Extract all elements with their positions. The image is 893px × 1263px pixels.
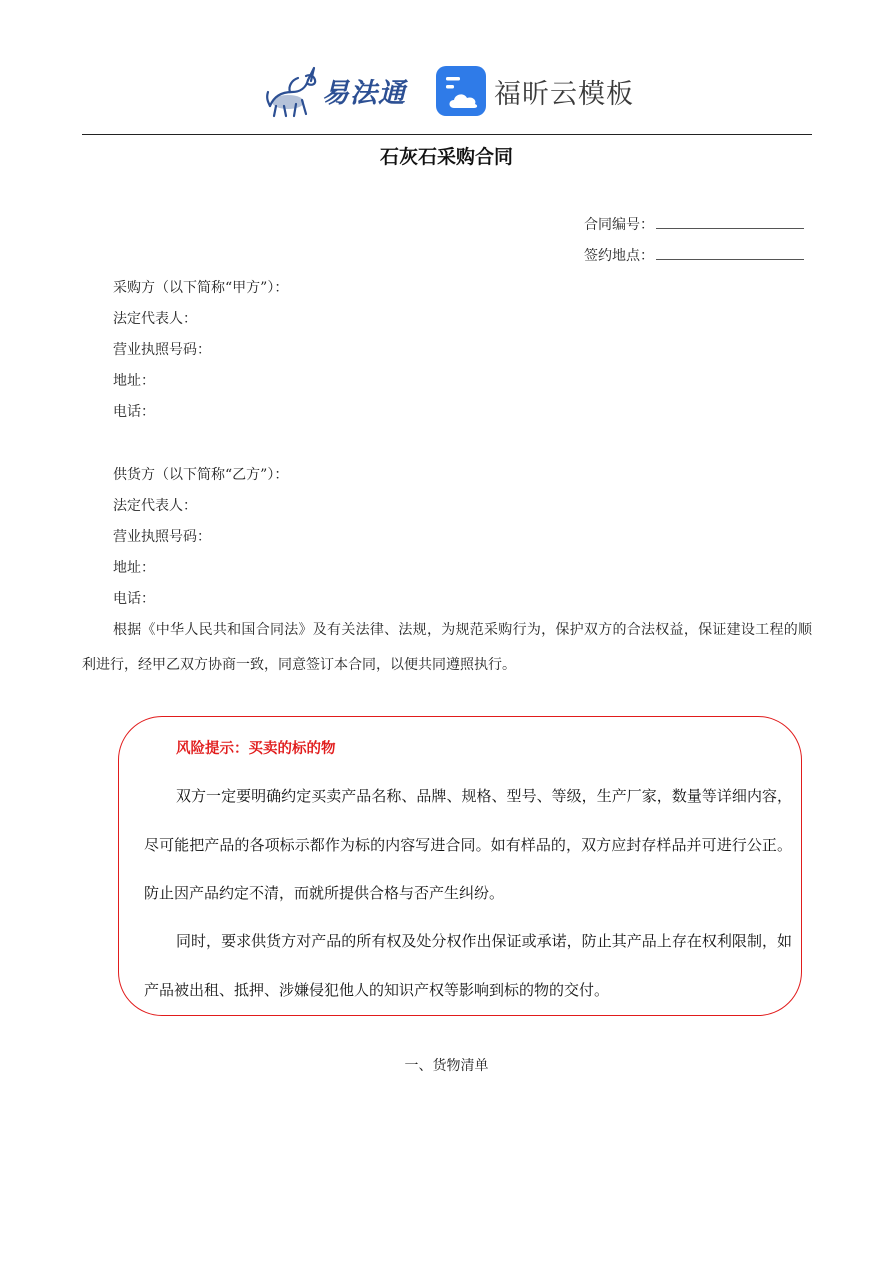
header-divider — [82, 134, 812, 135]
party-a-rep: 法定代表人： — [113, 311, 197, 327]
risk-notice-paragraph-2: 同时，要求供货方对产品的所有权及处分权作出保证或承诺，防止其产品上存在权利限制，如产品被出租、抵押、涉嫌侵犯他人的知识产权等影响到标的物的交付。 — [144, 932, 792, 999]
party-b-address: 地址： — [113, 560, 155, 576]
cloud-document-icon — [436, 66, 486, 116]
yifatong-logo — [262, 62, 406, 118]
party-a-address: 地址： — [113, 373, 155, 389]
party-b-license: 营业执照号码： — [113, 529, 211, 545]
party-a-heading: 采购方（以下简称“甲方”）： — [113, 280, 289, 296]
party-b-heading: 供货方（以下简称“乙方”）： — [113, 467, 289, 483]
risk-notice-title: 风险提示：买卖的标的物 — [176, 741, 336, 757]
risk-notice-paragraph-1: 双方一定要明确约定买卖产品名称、品牌、规格、型号、等级，生产厂家，数量等详细内容，尽可能把产品的各项标示都作为标的内容写进合同。如有样品的，双方应封存样品并可进行公正。防止因产品约定不清，而就所提供合格与否产生纠纷。 — [144, 787, 792, 902]
sign-place-field[interactable] — [656, 245, 804, 260]
yifatong-brand-text: 易法通 — [322, 77, 406, 109]
page-header — [0, 58, 893, 124]
party-a-license: 营业执照号码： — [113, 342, 211, 358]
contract-number-row — [584, 214, 804, 234]
contract-number-field[interactable] — [656, 214, 804, 229]
party-b-phone: 电话： — [113, 591, 155, 607]
party-b-rep: 法定代表人： — [113, 498, 197, 514]
document-title: 石灰石采购合同 — [379, 146, 513, 168]
party-a-phone: 电话： — [113, 404, 155, 420]
contract-number-label: 合同编号： — [584, 217, 654, 233]
section-heading-goods-list: 一、货物清单 — [404, 1058, 489, 1074]
fuxin-brand-text: 福昕云模板 — [494, 78, 634, 110]
fuxin-logo — [436, 64, 634, 118]
intro-paragraph: 根据《中华人民共和国合同法》及有关法律、法规，为规范采购行为，保护双方的合法权益，保证建设工程的顺利进行，经甲乙双方协商一致，同意签订本合同，以便共同遵照执行。 — [82, 622, 812, 673]
sign-place-row — [584, 245, 804, 265]
unicorn-emblem-icon — [262, 62, 320, 118]
sign-place-label: 签约地点： — [584, 248, 654, 264]
